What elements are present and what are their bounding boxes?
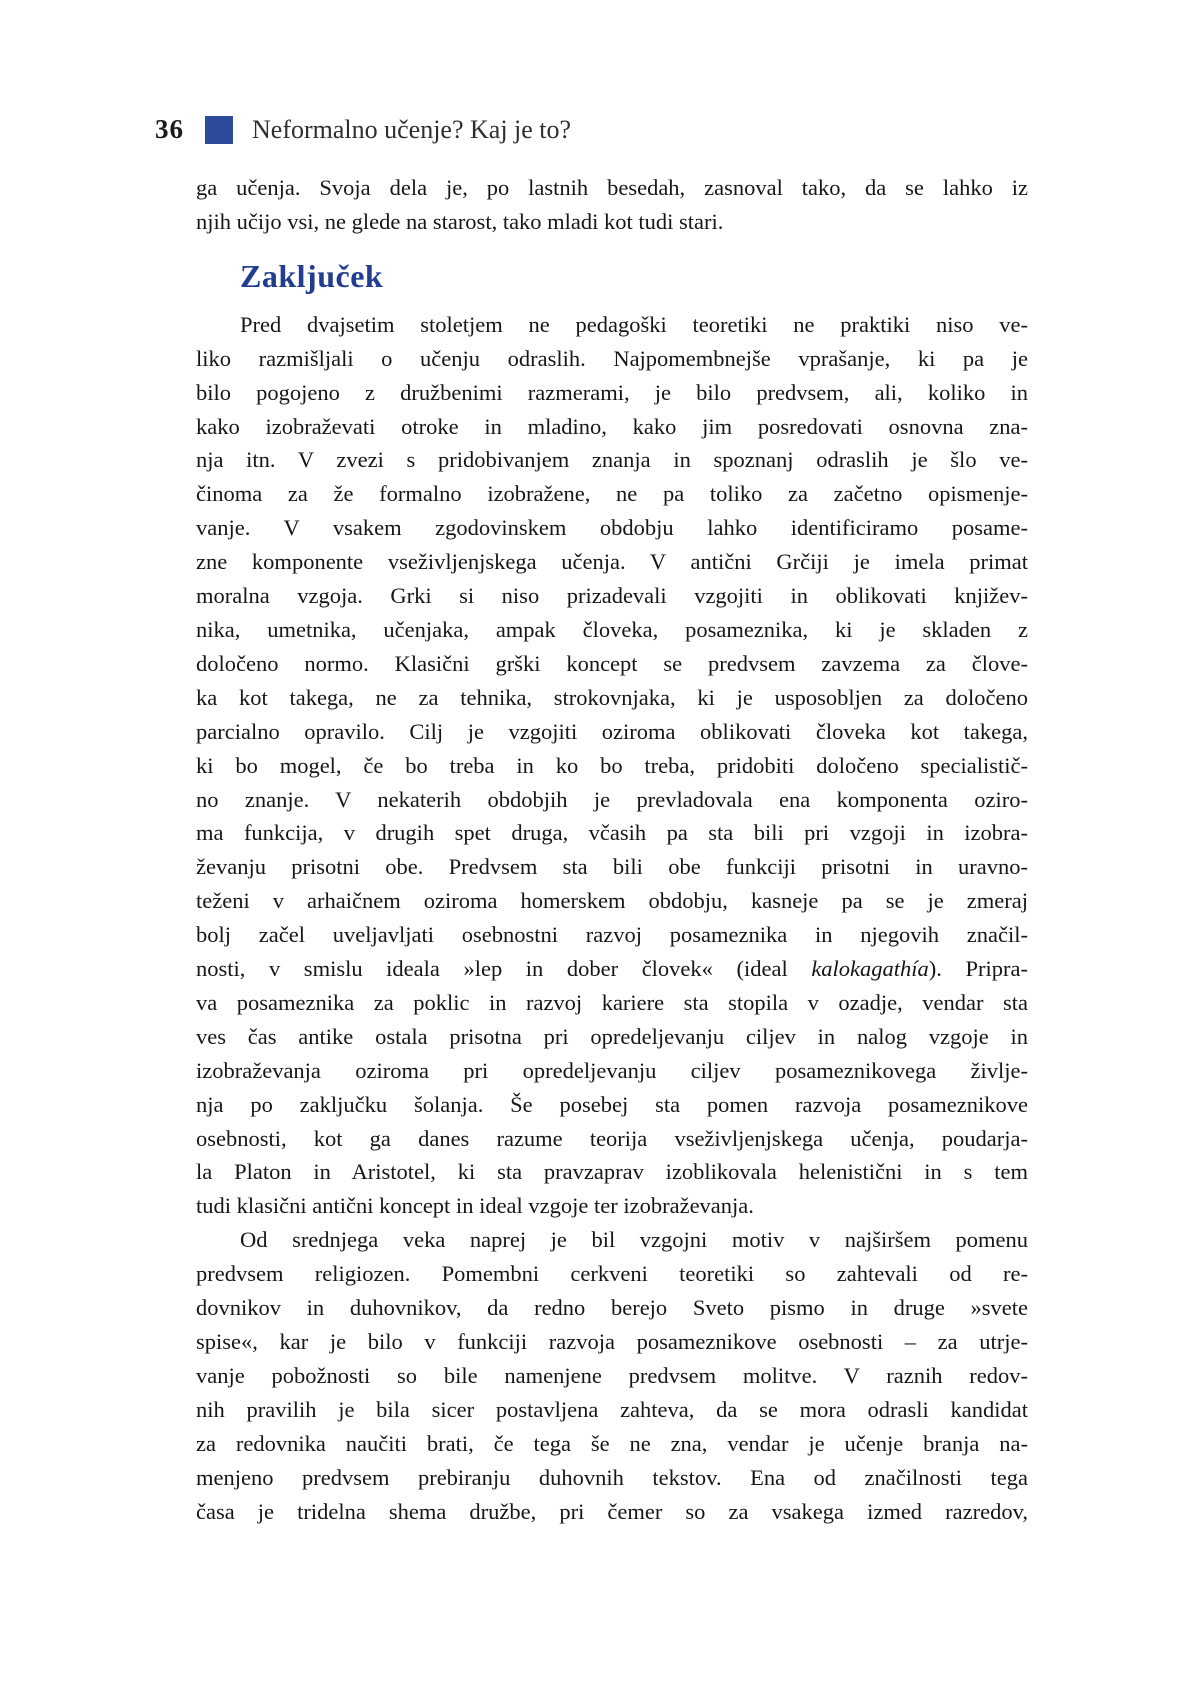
text-line: Od srednjega veka naprej je bil vzgojni motiv v najširšem pomenu (240, 1227, 1028, 1253)
text-line: ževanju prisotni obe. Predvsem sta bili obe funkciji prisotni in uravno- (196, 854, 1028, 880)
paragraph (196, 1223, 1028, 1528)
text-line: časa je tridelna shema družbe, pri čemer so za vsakega izmed razredov, (196, 1498, 1028, 1524)
text-line: ves čas antike ostala prisotna pri opredeljevanju ciljev in nalog vzgoje in (196, 1023, 1028, 1049)
text-line: vanje. V vsakem zgodovinskem obdobju lahko identificiramo posame- (196, 515, 1028, 541)
text-line: teženi v arhaičnem oziroma homerskem obdobju, kasneje pa se je zmeraj (196, 888, 1028, 914)
text-line: moralna vzgoja. Grki si niso prizadevali vzgojiti in oblikovati književ- (196, 583, 1028, 609)
text-line: ki bo mogel, če bo treba in ko bo treba, pridobiti določeno specialistič- (196, 752, 1028, 778)
text-line: določeno normo. Klasični grški koncept se predvsem zavzema za člove- (196, 650, 1028, 676)
page-content (196, 171, 1028, 1528)
text-line: nih pravilih je bila sicer postavljena zahteva, da se mora odrasli kandidat (196, 1396, 1028, 1422)
text-line: izobraževanja oziroma pri opredeljevanju ciljev posameznikovega življe- (196, 1057, 1028, 1083)
text-line: za redovnika naučiti brati, če tega še ne zna, vendar je učenje branja na- (196, 1430, 1028, 1456)
text-line: va posameznika za poklic in razvoj kariere sta stopila v ozadje, vendar sta (196, 989, 1028, 1015)
text-line: la Platon in Aristotel, ki sta pravzaprav izoblikovala helenistični in s tem (196, 1159, 1028, 1185)
text-line: ma funkcija, v drugih spet druga, včasih pa sta bili pri vzgoji in izobra- (196, 820, 1028, 846)
text-line: njih učijo vsi, ne glede na starost, tako mladi kot tudi stari. (196, 208, 724, 234)
text-line: dovnikov in duhovnikov, da redno berejo Sveto pismo in druge »svete (196, 1295, 1028, 1321)
section-marker-square-icon (205, 116, 233, 144)
paragraph (196, 308, 1028, 1223)
text-line: ka kot takega, ne za tehnika, strokovnjaka, ki je usposobljen za določeno (196, 684, 1028, 710)
text-line: nja itn. V zvezi s pridobivanjem znanja in spoznanj odraslih je šlo ve- (196, 447, 1028, 473)
text-line: spise«, kar je bilo v funkciji razvoja posameznikove osebnosti – za utrje- (196, 1329, 1028, 1354)
text-line: bolj začel uveljavljati osebnostni razvoj posameznika in njegovih značil- (196, 922, 1028, 948)
text-line: kako izobraževati otroke in mladino, kako jim posredovati osnovna zna- (196, 413, 1028, 439)
text-line: bilo pogojeno z družbenimi razmerami, je bilo predvsem, ali, koliko in (196, 379, 1028, 405)
text-line: nika, umetnika, učenjaka, ampak človeka, posameznika, ki je skladen z (196, 616, 1028, 642)
text-line: nja po zaključku šolanja. Še posebej sta pomen razvoja posameznikove (196, 1091, 1028, 1117)
text-line: vanje pobožnosti so bile namenjene predvsem molitve. V raznih redov- (196, 1362, 1028, 1388)
text-line: parcialno opravilo. Cilj je vzgojiti oziroma oblikovati človeka kot takega, (196, 718, 1028, 744)
text-line: Pred dvajsetim stoletjem ne pedagoški teoretiki ne praktiki niso ve- (240, 311, 1028, 337)
text-line: nosti, v smislu ideala »lep in dober človek« (ideal kalokagathía). Pripra- (196, 956, 1028, 982)
page-number: 36 (155, 114, 184, 144)
text-line: činoma za že formalno izobražene, ne pa toliko za začetno opismenje- (196, 481, 1028, 507)
text-line: ga učenja. Svoja dela je, po lastnih besedah, zasnoval tako, da se lahko iz (196, 175, 1028, 200)
text-line: menjeno predvsem prebiranju duhovnih tekstov. Ena od značilnosti tega (196, 1464, 1028, 1490)
text-line: osebnosti, kot ga danes razume teorija vseživljenjskega učenja, poudarja- (196, 1125, 1028, 1151)
running-header-title: Neformalno učenje? Kaj je to? (252, 114, 572, 144)
text-line: no znanje. V nekaterih obdobjih je prevladovala ena komponenta oziro- (196, 786, 1028, 812)
paragraph (196, 171, 1028, 239)
text-line: predvsem religiozen. Pomembni cerkveni teoretiki so zahtevali od re- (196, 1261, 1028, 1287)
section-heading: Zaključek (240, 257, 384, 294)
running-header (155, 114, 571, 145)
text-line: zne komponente vseživljenjskega učenja. V antični Grčiji je imela primat (196, 549, 1028, 575)
text-line: tudi klasični antični koncept in ideal vzgoje ter izobraževanja. (196, 1193, 754, 1219)
text-line: liko razmišljali o učenju odraslih. Najpomembnejše vprašanje, ki pa je (196, 345, 1028, 371)
